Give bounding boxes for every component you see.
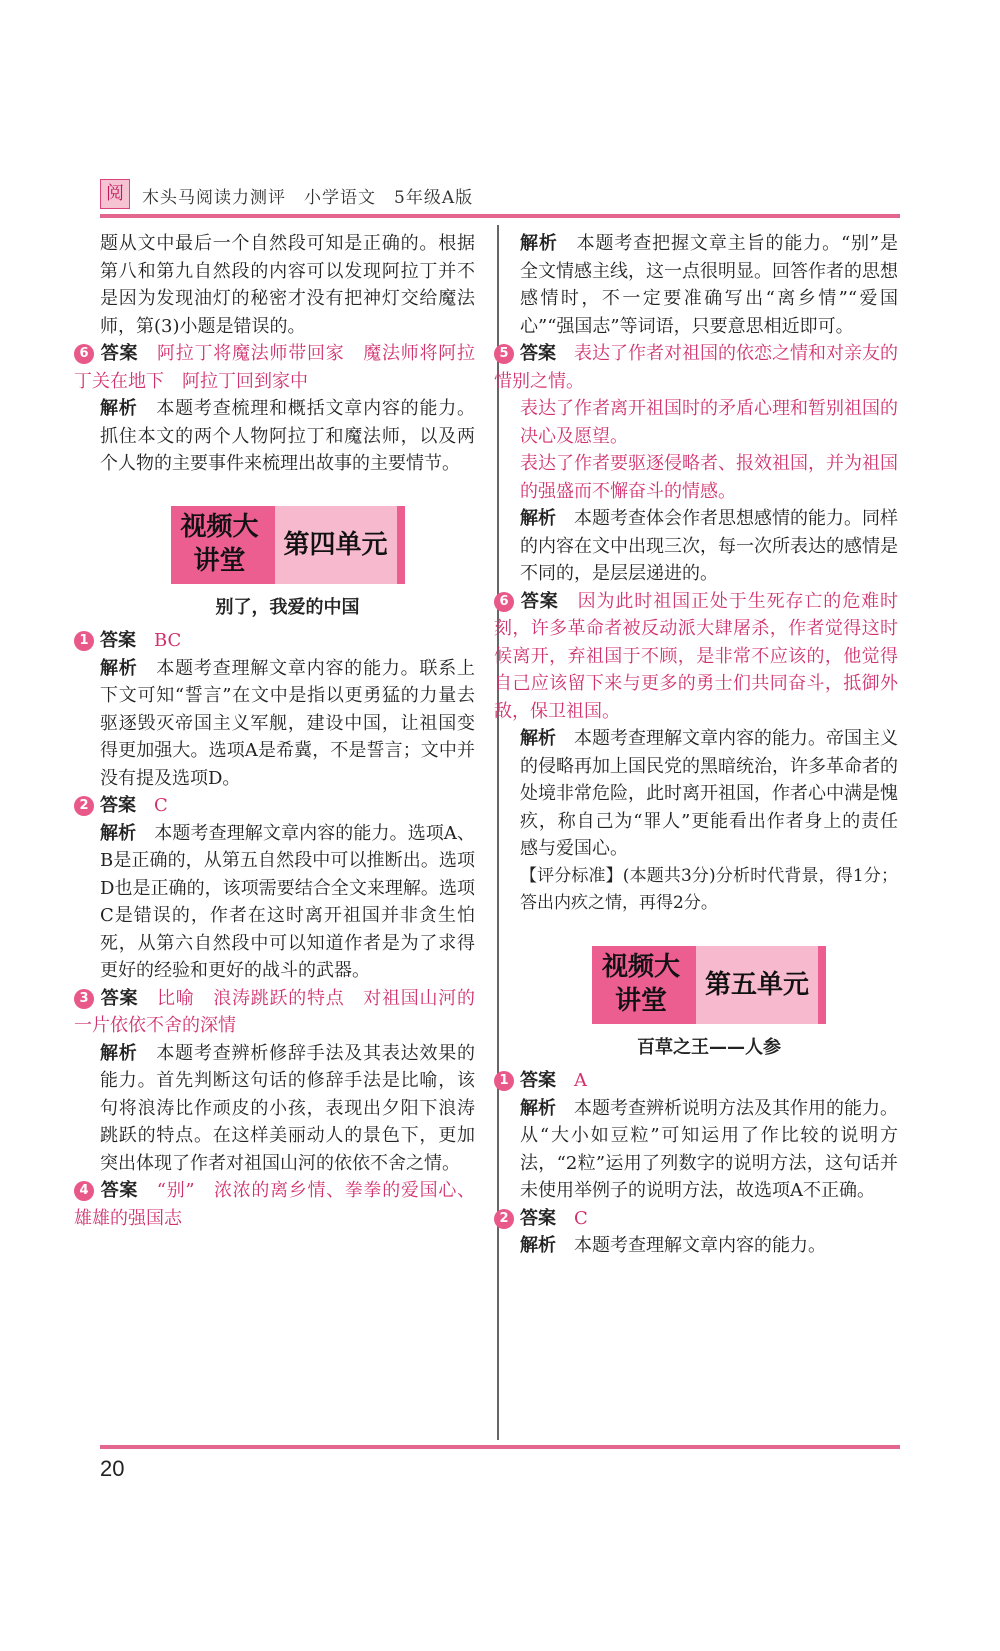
answer-label: 答案 [520, 343, 556, 364]
question-4-analysis [520, 230, 898, 340]
question-number-badge: 2 [74, 796, 94, 816]
analysis-text: 本题考查体会作者思想感情的能力。同样的内容在文中出现三次，每一次所表达的感情是不同的，是层层递进的。 [520, 508, 898, 584]
question-number-badge: 2 [494, 1209, 514, 1229]
analysis-label: 解析 [100, 657, 138, 679]
unit-4-banner[interactable] [171, 506, 405, 584]
question-4-answer [74, 1177, 475, 1232]
right-column [494, 230, 899, 1260]
answer-label: 答案 [100, 1180, 139, 1201]
question-number-badge: 1 [74, 631, 94, 651]
answer-label: 答案 [520, 1207, 556, 1229]
scoring-criteria: 【评分标准】(本题共3分)分析时代背景，得1分；答出内疚之情，再得2分。 [520, 865, 898, 913]
analysis-label: 解析 [100, 822, 137, 844]
answer-text: “别” 浓浓的离乡情、拳拳的爱国心、雄雄的强国志 [74, 1180, 476, 1229]
answer-label: 答案 [100, 343, 139, 364]
answer-text: C [154, 795, 168, 816]
lesson-title: 百草之王——人参 [637, 1036, 781, 1058]
analysis-text: 本题考查理解文章内容的能力。 [574, 1235, 826, 1256]
page-number: 20 [100, 1456, 125, 1481]
question-1-answer [494, 1067, 898, 1095]
footer-rule [100, 1445, 900, 1449]
question-2-analysis [520, 1232, 898, 1260]
answer-label: 答案 [520, 590, 559, 612]
analysis-label: 解析 [520, 1097, 556, 1119]
analysis-label: 解析 [520, 508, 556, 529]
answer-text: 表达了作者离开祖国时的矛盾心理和暂别祖国的决心及愿望。 [520, 398, 898, 447]
answer-label: 答案 [100, 795, 136, 816]
answer-text: 表达了作者要驱逐侵略者、报效祖国，并为祖国的强盛而不懈奋斗的情感。 [520, 453, 898, 502]
question-1-answer [74, 627, 475, 655]
question-6-answer [74, 340, 475, 395]
question-number-badge: 6 [74, 344, 94, 364]
question-number-badge: 3 [74, 989, 94, 1009]
question-5-answer [494, 340, 898, 395]
question-1-analysis [520, 1095, 898, 1205]
unit-label: 第五单元 [696, 946, 818, 1024]
unit-label: 第四单元 [275, 506, 397, 584]
question-3-analysis [100, 1040, 475, 1178]
continued-text: 题从文中最后一个自然段可知是正确的。根据第八和第九自然段的内容可以发现阿拉丁并不是因为发现油灯的秘密才没有把神灯交给魔法师，第(3)小题是错误的。 [100, 233, 475, 337]
column-divider [497, 225, 499, 1440]
analysis-label: 解析 [520, 1235, 556, 1256]
question-number-badge: 4 [74, 1181, 94, 1201]
analysis-label: 解析 [100, 1042, 138, 1064]
question-6-analysis [520, 725, 898, 863]
video-lecture-label: 视频大讲堂 [180, 511, 259, 576]
header-rule [100, 214, 900, 218]
page-header [100, 175, 900, 219]
question-2-answer [74, 792, 475, 820]
answer-text: A [574, 1070, 587, 1091]
analysis-text: 本题考查把握文章主旨的能力。“别”是全文情感主线，这一点很明显。回答作者的思想感情时，不一定要准确写出“离乡情”“爱国心”“强国志”等词语，只要意思相近即可。 [520, 233, 899, 337]
answer-label: 答案 [100, 630, 136, 651]
analysis-label: 解析 [100, 398, 138, 419]
analysis-label: 解析 [520, 728, 556, 749]
question-6-answer [494, 588, 898, 726]
answer-text: C [574, 1207, 588, 1229]
left-column [74, 230, 476, 1232]
answer-text: 阿拉丁将魔法师带回家 魔法师将阿拉丁关在地下 阿拉丁回到家中 [74, 343, 475, 392]
question-5-analysis [520, 505, 898, 588]
question-number-badge: 6 [494, 592, 514, 612]
lesson-title: 别了，我爱的中国 [215, 596, 360, 618]
question-number-badge: 5 [494, 344, 514, 364]
analysis-text: 本题考查辨析修辞手法及其表达效果的能力。首先判断这句话的修辞手法是比喻，该句将浪涛比作顽皮的小孩，表现出夕阳下浪涛跳跃的特点。在这样美丽动人的景色下，更加突出体现了作者对祖国山河的依依不舍之情。 [100, 1042, 476, 1174]
question-1-analysis [100, 655, 475, 793]
answer-label: 答案 [100, 987, 139, 1009]
answer-text: 表达了作者对祖国的依恋之情和对亲友的惜别之情。 [494, 343, 898, 392]
question-2-answer [494, 1205, 898, 1233]
video-lecture-label: 视频大讲堂 [601, 951, 680, 1016]
analysis-text: 本题考查梳理和概括文章内容的能力。抓住本文的两个人物阿拉丁和魔法师，以及两个人物的主要事件来梳理出故事的主要情节。 [100, 398, 476, 474]
analysis-text: 本题考查理解文章内容的能力。选项A、B是正确的，从第五自然段中可以推断出。选项D也是正确的，该项需要结合全文来理解。选项C是错误的，作者在这时离开祖国并非贪生怕死，从第六自然段中可以知道作者是为了求得更好的经验和更好的战斗的武器。 [100, 822, 476, 981]
analysis-text: 本题考查理解文章内容的能力。帝国主义的侵略再加上国民党的黑暗统治，许多革命者的处境非常危险，此时离开祖国，作者心中满是愧疚，称自己为“罪人”更能看出作者身上的责任感与爱国心。 [520, 728, 898, 859]
analysis-text: 本题考查理解文章内容的能力。联系上下文可知“誓言”在文中是指以更勇猛的力量去驱逐毁灭帝国主义军舰，建设中国，让祖国变得更加强大。选项A是希冀，不是誓言；文中并没有提及选项D。 [100, 657, 476, 789]
question-6-analysis [100, 395, 475, 478]
question-3-answer [74, 985, 475, 1040]
answer-text: 比喻 浪涛跳跃的特点 对祖国山河的一片依依不舍的深情 [74, 987, 475, 1036]
question-2-analysis [100, 820, 475, 985]
answer-text: BC [154, 630, 182, 651]
book-title: 木头马阅读力测评 小学语文 5年级A版 [142, 188, 474, 208]
answer-text: 因为此时祖国正处于生死存亡的危难时刻，许多革命者被反动派大肆屠杀，作者觉得这时候离开，弃祖国于不顾，是非常不应该的，他觉得自己应该留下来与更多的勇士们共同奋斗，抵御外敌，保卫祖国。 [494, 590, 899, 722]
analysis-text: 本题考查辨析说明方法及其作用的能力。从“大小如豆粒”可知运用了作比较的说明方法，“2粒”运用了列数字的说明方法，这句话并未使用举例子的说明方法，故选项A不正确。 [520, 1097, 898, 1201]
book-logo-icon: 阅 [100, 179, 130, 209]
unit-5-banner[interactable] [592, 946, 826, 1024]
answer-label: 答案 [520, 1070, 556, 1091]
analysis-label: 解析 [520, 233, 558, 254]
question-number-badge: 1 [494, 1071, 514, 1091]
